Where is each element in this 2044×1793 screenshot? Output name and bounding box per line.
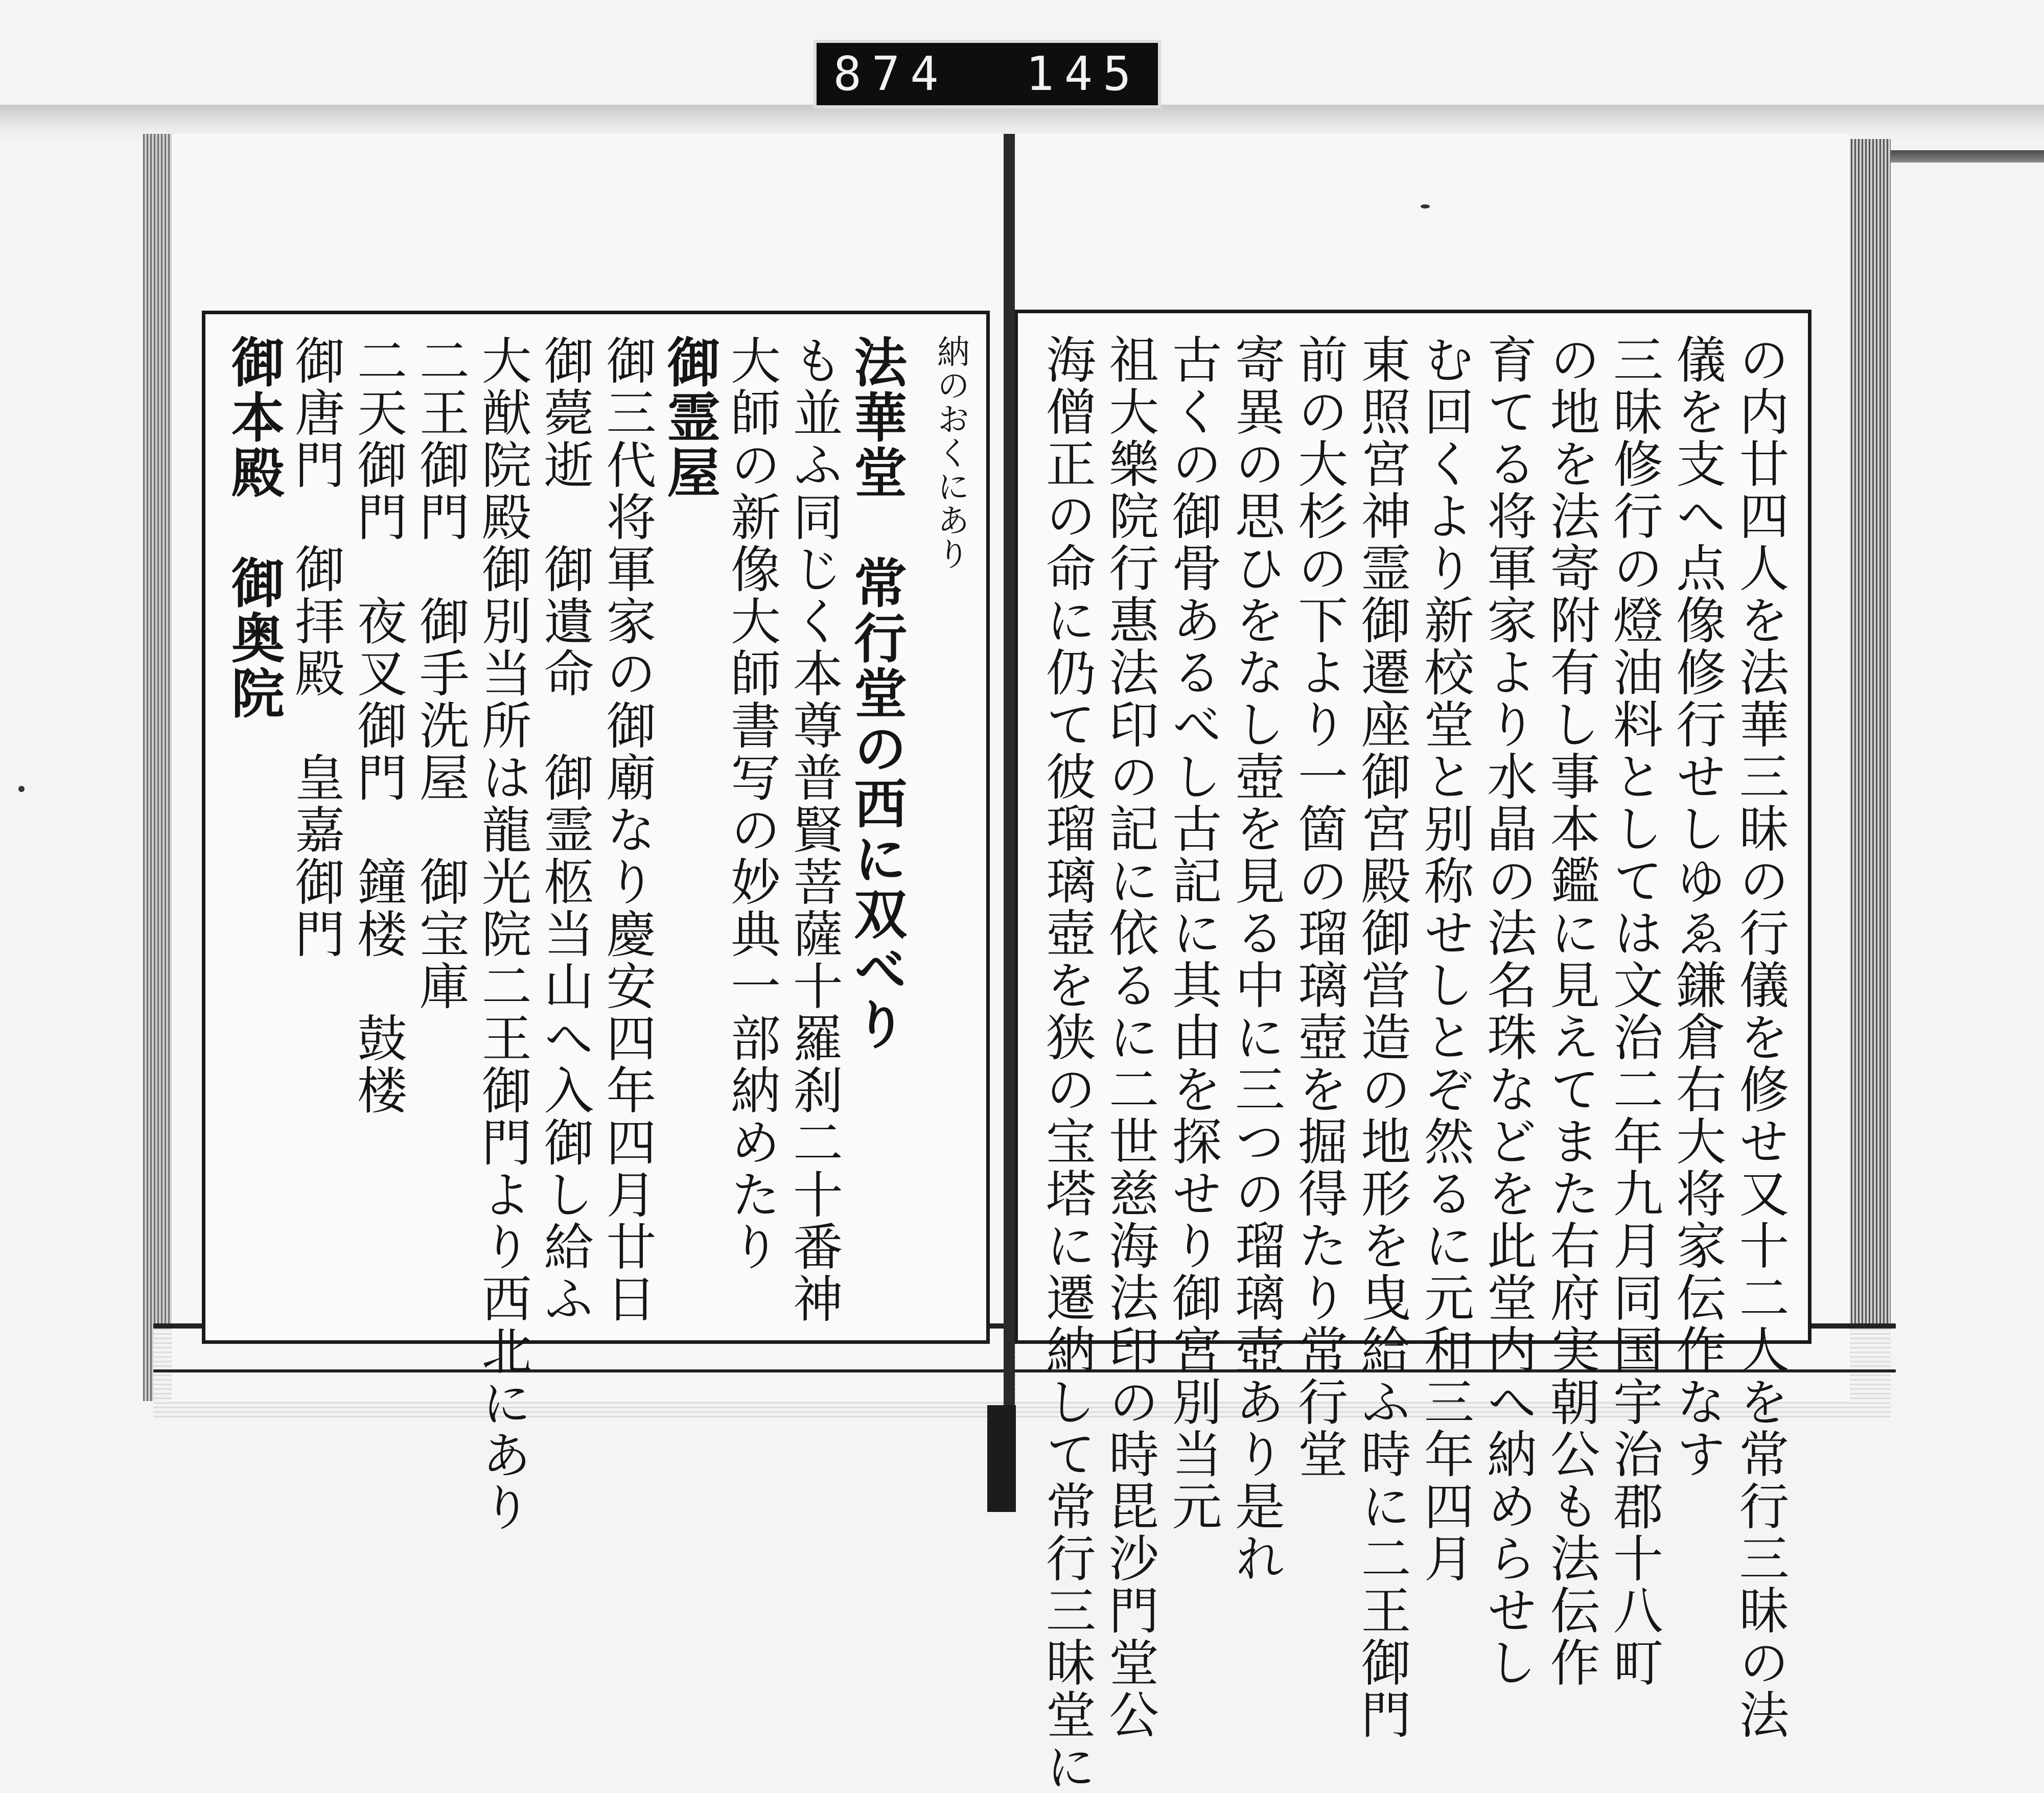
left_page-text-column: も並ふ同じく本尊普賢菩薩十羅刹二十番神 [784, 335, 843, 1325]
right_page-text-column: 三昧修行の燈油料としては文治二年九月同国宇治郡十八町 [1605, 334, 1663, 1689]
right_page-text-column: 儀を支へ点像修行せしゆゑ鎌倉右大将家伝作なす [1667, 334, 1726, 1480]
right_page-text-column: 育てる将軍家より水晶の法名珠などを此堂内へ納めらせし [1478, 334, 1537, 1689]
left_page-text-column: 御本殿 御奥院 [222, 335, 285, 721]
left_page-text-column: 法華堂 常行堂の西に双べり [845, 335, 908, 1052]
right_page-text-column: 前の大杉の下より一箇の瑠璃壺を掘得たり常行堂 [1289, 334, 1348, 1480]
right_page-text-column: の内廿四人を法華三昧の行儀を修せ又十二人を常行三昧の法 [1731, 334, 1789, 1741]
right_page-text-column: の地を法寄附有し事本鑑に見えてまた右府実朝公も法伝作 [1542, 334, 1600, 1689]
book-gutter [1004, 134, 1015, 1442]
page-edge-strip [1891, 150, 2044, 162]
left-text-frame [202, 311, 990, 1533]
right_page-text-column: 寄異の思ひをなし壺を見る中に三つの瑠璃壺あり是れ [1226, 334, 1285, 1585]
left-book-edge [143, 134, 173, 1401]
left_page-text-column: 二王御門 御手洗屋 御宝庫 [411, 335, 470, 1012]
right_page-text-column: 祖大樂院行惠法印の記に依るに二世慈海法印の時毘沙門堂公 [1100, 334, 1159, 1741]
left_page-text-column: 御三代将軍家の御廟なり慶安四年四月廿日 [597, 335, 656, 1325]
left_page-text-column: 御霊屋 [658, 335, 721, 500]
right_page-text-column: 東照宮神霊御遷座御宮殿御営造の地形を曳給ふ時に二王御門 [1353, 334, 1411, 1741]
left_page-text-column: 御唐門 御拝殿 皇嘉御門 [286, 335, 345, 960]
left_page-text-column: 二天御門 夜叉御門 鐘楼 鼓楼 [349, 335, 407, 1116]
right_page-text-column: む回くより新校堂と别称せしとぞ然るに元和三年四月 [1415, 334, 1474, 1585]
ink-speck [1421, 204, 1430, 208]
left_page-text-column: 大師の新像大師書写の妙典一部納めたり [722, 335, 781, 1273]
left_page-text-column: 納のおくにあり [932, 335, 969, 571]
right_page-text-column: 古くの御骨あるべし古記に其由を探せり御宮別当元 [1164, 334, 1222, 1532]
catalog-number-plate: 874 145 [814, 40, 1161, 108]
left_page-text-column: 御薨逝 御遺命 御霊柩当山へ入御し給ふ [536, 335, 594, 1325]
gutter-tab [987, 1405, 1016, 1512]
right_page-text-column: 海僧正の命に仍て彼瑠璃壺を狭の宝塔に遷納して常行三昧堂に [1037, 334, 1096, 1793]
ink-speck [18, 786, 25, 792]
right-text-frame [1014, 310, 1811, 1793]
right-book-edge [1849, 139, 1891, 1401]
left_page-text-column: 大猷院殿御別当所は龍光院二王御門より西北にあり [473, 335, 532, 1533]
